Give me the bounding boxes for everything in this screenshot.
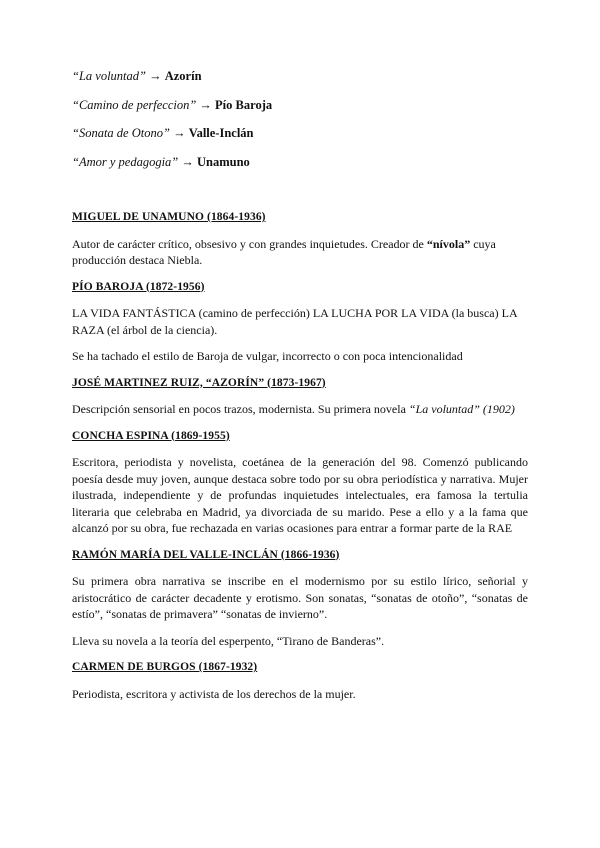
arrow: → bbox=[173, 126, 186, 140]
text-bold: “nívola” bbox=[426, 236, 471, 251]
work-author: Valle-Inclán bbox=[188, 126, 254, 140]
section-text-unamuno bbox=[72, 236, 528, 269]
section-heading-azorin: JOSÉ MARTINEZ RUIZ, “AZORÍN” (1873-1967) bbox=[72, 376, 326, 389]
section-text-burgos: Periodista, escritora y activista de los derechos de la mujer. bbox=[72, 686, 356, 701]
text-italic: “La voluntad” (1902) bbox=[408, 402, 515, 416]
text-run: Autor de carácter crítico, obsesivo y con grandes inquietudes. Creador de bbox=[72, 236, 427, 251]
section-heading-valle: RAMÓN MARÍA DEL VALLE-INCLÁN (1866-1936) bbox=[72, 548, 340, 561]
work-title: “Camino de perfeccion” bbox=[72, 97, 197, 112]
work-author: Azorín bbox=[164, 69, 202, 83]
arrow: → bbox=[149, 69, 162, 83]
work-item bbox=[72, 125, 528, 142]
work-author: Unamuno bbox=[197, 154, 250, 169]
section-heading-burgos: CARMEN DE BURGOS (1867-1932) bbox=[72, 661, 258, 673]
text-run: Descripción sensorial en pocos trazos, modernista. Su primera novela bbox=[72, 402, 409, 416]
section-text-espina: Escritora, periodista y novelista, coetánea de la generación del 98. Comenzó publicando poesía desde muy joven, aunque destaca sobre todo por su obra periodística y narrativa. Mujer ilustrada, independiente y de profundas inquietudes intelectuales, era famosa la tertulia literaria que celebraba en Madrid, ya divorciada de su marido. Pese a ello y a la fama que alcanzó por su obra, fue rechazada en varias ocasiones para entrar a formar parte de la RAE bbox=[72, 455, 528, 535]
work-title: “Amor y pedagogia” bbox=[72, 154, 179, 169]
text-run: cuya producción destaca Niebla. bbox=[72, 236, 496, 267]
section-text-baroja-1: LA VIDA FANTÁSTICA (camino de perfección) LA LUCHA POR LA VIDA (la busca) LA RAZA (el árbol de la ciencia). bbox=[72, 306, 517, 337]
section-heading-unamuno: MIGUEL DE UNAMUNO (1864-1936) bbox=[72, 211, 266, 223]
work-author: Pío Baroja bbox=[215, 97, 273, 112]
spacer bbox=[72, 182, 528, 209]
section-text-valle-2: Lleva su novela a la teoría del esperpento, “Tirano de Banderas”. bbox=[72, 633, 385, 648]
section-heading-espina: CONCHA ESPINA (1869-1955) bbox=[72, 429, 230, 442]
work-title: “La voluntad” bbox=[72, 69, 146, 83]
work-title: “Sonata de Otono” bbox=[72, 126, 170, 140]
arrow: → bbox=[181, 154, 194, 169]
document-page bbox=[72, 68, 528, 712]
arrow: → bbox=[199, 97, 212, 112]
section-text-azorin bbox=[72, 401, 528, 418]
work-item bbox=[72, 154, 528, 171]
section-text-valle-1: Su primera obra narrativa se inscribe en el modernismo por su estilo lírico, señorial y aristocrático de carácter decadente y erotismo. Son sonatas, “sonatas de otoño”, “sonatas de estío”, “sonatas de primavera” “sonatas de invierno”. bbox=[72, 574, 528, 621]
works-list bbox=[72, 68, 528, 170]
section-heading-baroja: PÍO BAROJA (1872-1956) bbox=[72, 280, 205, 293]
work-item bbox=[72, 97, 528, 114]
section-text-baroja-2: Se ha tachado el estilo de Baroja de vulgar, incorrecto o con poca intencionalidad bbox=[72, 349, 463, 363]
work-item bbox=[72, 68, 528, 85]
